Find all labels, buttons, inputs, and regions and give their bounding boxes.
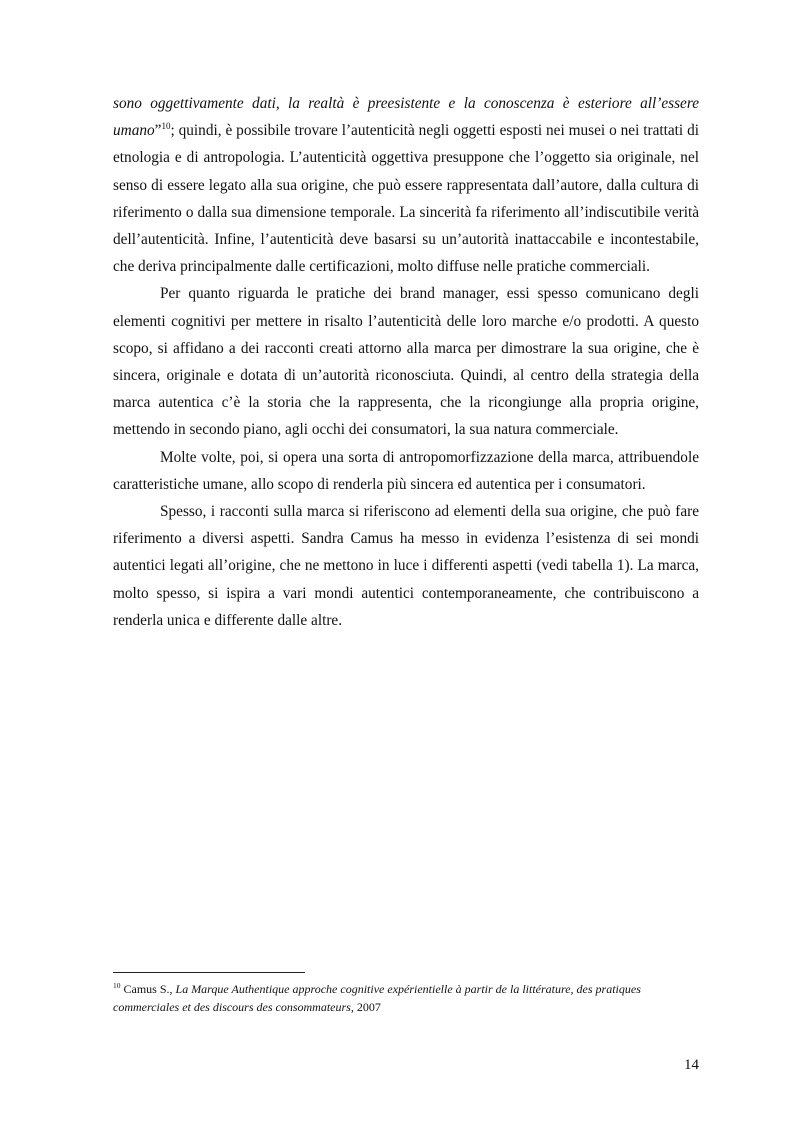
- body-text: [113, 90, 699, 634]
- footnote-divider: [113, 972, 305, 973]
- footnote-author: Camus S.,: [120, 982, 176, 996]
- paragraph-1-text: ; quindi, è possibile trovare l’autenticità negli oggetti esposti nei musei o nei trattati di etnologia e di antropologia. L’autenticità oggettiva presuppone che l’oggetto sia originale, nel senso di essere legato alla sua origine, che può essere rappresentata dall’autore, dalla cultura di riferimento o dalla sua dimensione temporale. La sincerità fa riferimento all’indiscutibile verità dell’autenticità. Infine, l’autenticità deve basarsi su un’autorità inattaccabile e incontestabile, che deriva principalmente dalle certificazioni, molto diffuse nelle pratiche commerciali.: [113, 122, 699, 276]
- paragraph-4: Spesso, i racconti sulla marca si riferiscono ad elementi della sua origine, che può fare riferimento a diversi aspetti. Sandra Camus ha messo in evidenza l’esistenza di sei mondi autentici legati all’origine, che ne mettono in luce i differenti aspetti (vedi tabella 1). La marca, molto spesso, si ispira a vari mondi autentici contemporaneamente, che contribuiscono a renderla unica e differente dalle altre.: [113, 503, 699, 629]
- footnote: [113, 981, 699, 1016]
- paragraph-1: [113, 90, 699, 280]
- closing-quote: ”: [154, 122, 162, 140]
- footnote-number: 10: [113, 981, 121, 990]
- italic-quote: sono oggettivamente dati, la realtà è preesistente e la conoscenza è esteriore all’essere umano: [113, 95, 699, 140]
- paragraph-2: Per quanto riguarda le pratiche dei brand manager, essi spesso comunicano degli elementi cognitivi per mettere in risalto l’autenticità delle loro marche e/o prodotti. A questo scopo, si affidano a dei racconti creati attorno alla marca per dimostrare la sua origine, che è sincera, originale e dotata di un’autorità riconosciuta. Quindi, al centro della strategia della marca autentica c’è la storia che la rappresenta, che la ricongiunge alla propria origine, mettendo in secondo piano, agli occhi dei consumatori, la sua natura commerciale.: [113, 285, 699, 439]
- footnote-year: 2007: [353, 999, 381, 1014]
- footnote-title: La Marque Authentique approche cognitive expérientielle à partir de la littérature, des pratiques commerciales et des discours des consommateurs,: [113, 982, 641, 1014]
- paragraph-3: Molte volte, poi, si opera una sorta di antropomorfizzazione della marca, attribuendole caratteristiche umane, allo scopo di renderla più sincera ed autentica per i consumatori.: [113, 448, 699, 493]
- page-number: 14: [684, 1057, 699, 1073]
- footnote-reference[interactable]: 10: [161, 121, 171, 132]
